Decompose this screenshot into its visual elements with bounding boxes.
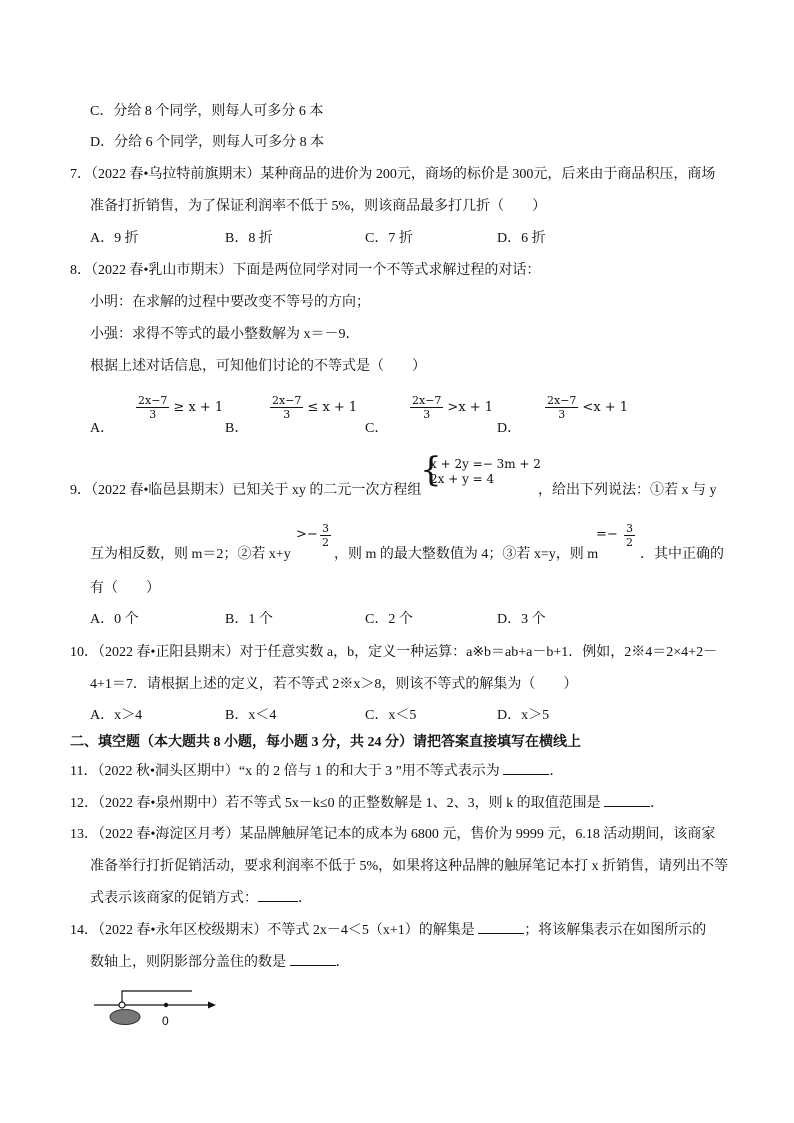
- q9-option-d: D．3 个: [497, 612, 546, 627]
- q10-option-c: C．x＜5: [365, 708, 417, 723]
- q14-answer-blank-2[interactable]: [290, 953, 336, 966]
- q9-eq-sign: =−: [596, 527, 618, 542]
- q9-half-fraction-1: $\frac{3}{2}$: [322, 522, 329, 549]
- q8-option-d-letter: D．: [497, 421, 522, 436]
- q7-option-c: C．7 折: [365, 231, 413, 246]
- q11-stem: 11．（2022 秋•洞头区期中）“x 的 2 倍与 1 的和大于 3 ”用不等式表示为 ．: [70, 764, 564, 779]
- q10-option-d: D．x＞5: [497, 708, 550, 723]
- q9-equation-system: { x + 2y =− 3m + 2 2x + y = 4: [420, 450, 541, 490]
- q8-option-b-letter: B．: [225, 421, 249, 436]
- q8-xiaoqiang: 小强：求得不等式的最小整数解为 x＝－9．: [90, 327, 360, 342]
- q8-question: 根据上述对话信息，可知他们讨论的不等式是（ ）: [90, 359, 426, 374]
- q10-stem-line1: 10．（2022 春•正阳县期末）对于任意实数 a，b，定义一种运算：a※b＝ab+a－b+1．例如，2※4＝2×4+2－: [70, 645, 718, 660]
- q11-answer-blank[interactable]: [503, 762, 549, 775]
- q14-answer-blank-1[interactable]: [478, 921, 524, 934]
- q10-stem-line2: 4+1＝7．请根据上述的定义，若不等式 2※x＞8，则该不等式的解集为（ ）: [90, 677, 578, 692]
- q8-xiaoming: 小明：在求解的过程中要改变不等号的方向；: [90, 295, 370, 310]
- shaded-cover-ellipse: [110, 1010, 140, 1025]
- q10-option-a: A．x＞4: [90, 708, 143, 723]
- origin-dot: [164, 1003, 168, 1007]
- section-fill-in-heading: 二、填空题（本大题共 8 小题，每小题 3 分，共 24 分）请把答案直接填写在横线上: [70, 735, 581, 750]
- q7-stem-line1: 7．（2022 春•乌拉特前旗期末）某种商品的进价为 200元，商场的标价是 300元，后来由于商品积压，商场: [70, 167, 716, 182]
- q7-option-b: B．8 折: [225, 231, 273, 246]
- q13-stem-line2: 准备举行打折促销活动，要求利润率不低于 5%，如果将这种品牌的触屏笔记本打 x 折销售，请列出不等: [90, 859, 729, 874]
- q14-stem-line2: 数轴上，则阴影部分盖住的数是 ．: [90, 955, 350, 970]
- q9-option-b: B．1 个: [225, 612, 273, 627]
- open-endpoint-icon: [119, 1002, 125, 1008]
- q9-statement-2-3: ，则 m 的最大整数值为 4；③若 x=y，则 m: [334, 547, 599, 562]
- q6-option-c: C．分给 8 个同学，则每人可多分 6 本: [90, 104, 324, 119]
- zero-label: 0: [162, 1014, 169, 1028]
- q9-option-a: A．0 个: [90, 612, 139, 627]
- q8-option-b-expr: $\frac{2x-7}{3}$ ≤ x + 1: [272, 394, 358, 421]
- q8-option-a-expr: $\frac{2x-7}{3}$ ≥ x + 1: [138, 394, 224, 421]
- q12-answer-blank[interactable]: [604, 794, 650, 807]
- q8-option-c-expr: $\frac{2x-7}{3}$ >x + 1: [412, 394, 494, 421]
- q13-stem-line3: 式表示该商家的促销方式： ．: [90, 891, 312, 906]
- q9-option-c: C．2 个: [365, 612, 413, 627]
- q8-option-d-expr: $\frac{2x-7}{3}$ <x + 1: [547, 394, 629, 421]
- solution-set-bracket: [122, 991, 192, 1005]
- q8-option-a-letter: A．: [90, 421, 115, 436]
- q9-stem-prefix: 9．（2022 春•临邑县期末）已知关于 xy 的二元一次方程组: [70, 483, 422, 498]
- q14-stem-line1: 14．（2022 春•永年区校级期末）不等式 2x－4＜5（x+1）的解集是 ；将该解集表示在如图所示的: [70, 923, 707, 938]
- q7-option-a: A．9 折: [90, 231, 139, 246]
- q12-stem: 12．（2022 春•泉州期中）若不等式 5x－k≤0 的正整数解是 1、2、3，则 k 的取值范围是 ．: [70, 796, 665, 811]
- q9-stem-suffix: ，给出下列说法：①若 x 与 y: [538, 483, 717, 498]
- q7-option-d: D．6 折: [497, 231, 546, 246]
- q9-gt-sign: >−: [296, 527, 318, 542]
- q9-question: 有（ ）: [90, 581, 160, 596]
- number-line-arrow-icon: [208, 1002, 216, 1009]
- q8-stem: 8．（2022 春•乳山市期末）下面是两位同学对同一个不等式求解过程的对话：: [70, 263, 541, 278]
- q9-statement-1: 互为相反数，则 m＝2；②若 x+y: [90, 547, 291, 562]
- q8-option-c-letter: C．: [365, 421, 389, 436]
- q13-stem-line1: 13．（2022 春•海淀区月考）某品牌触屏笔记本的成本为 6800 元，售价为 9999 元，6.18 活动期间，该商家: [70, 827, 716, 842]
- q9-equation-1: x + 2y =− 3m + 2: [430, 457, 541, 471]
- q10-option-b: B．x＜4: [225, 708, 277, 723]
- q13-answer-blank[interactable]: [258, 889, 298, 902]
- q7-stem-line2: 准备打折销售，为了保证利润率不低于 5%，则该商品最多打几折（ ）: [90, 199, 547, 214]
- q9-equation-2: 2x + y = 4: [430, 472, 495, 486]
- q9-statement-end: ．其中正确的: [640, 547, 724, 562]
- q14-number-line-figure: [88, 985, 228, 1031]
- q9-half-fraction-2: $\frac{3}{2}$: [626, 522, 633, 549]
- q6-option-d: D．分给 6 个同学，则每人可多分 8 本: [90, 135, 325, 150]
